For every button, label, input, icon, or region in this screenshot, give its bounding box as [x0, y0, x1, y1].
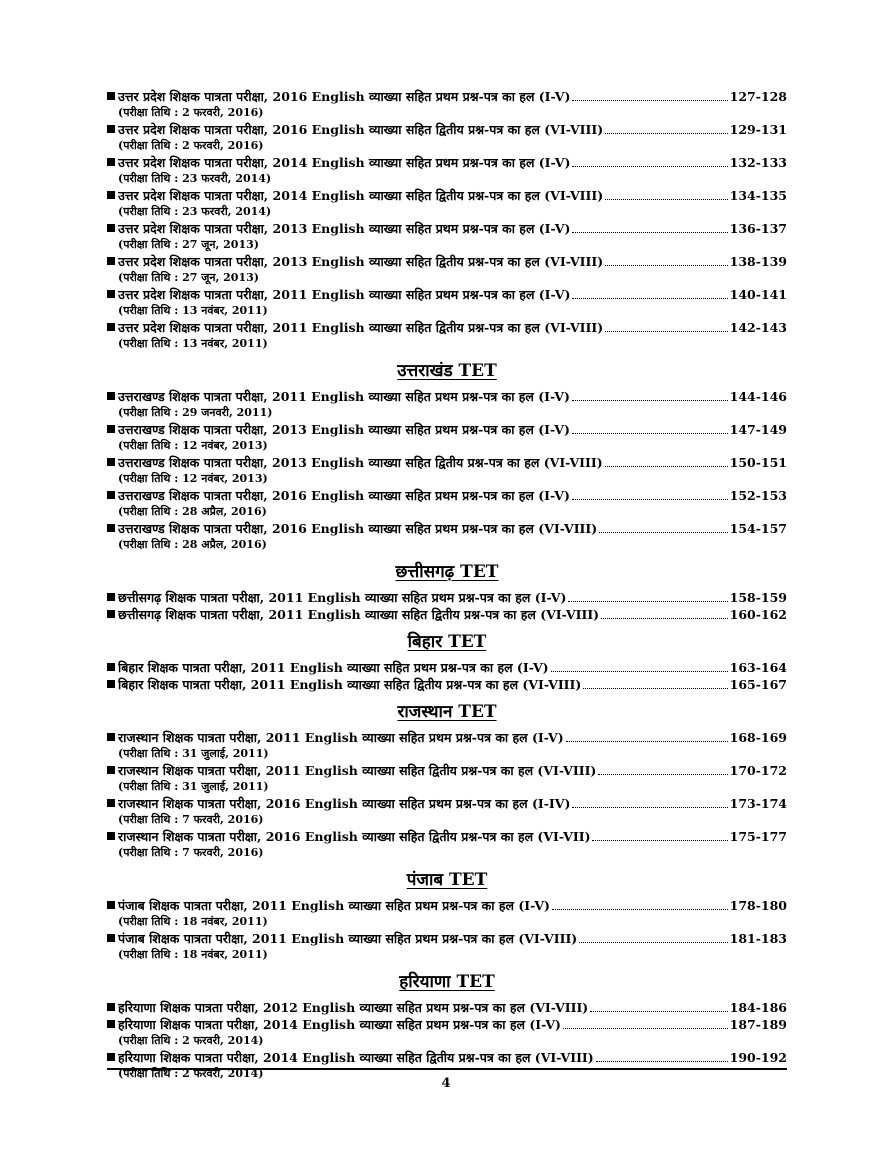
dot-leader: [566, 741, 728, 742]
toc-entry-line: [107, 676, 787, 693]
toc-entry-pages: 147-149: [729, 422, 787, 437]
toc-entry-line: [107, 520, 787, 537]
toc-entry-line: [107, 121, 787, 138]
toc-entry-title: राजस्थान शिक्षक पात्रता परीक्षा, 2011 English व्याख्या सहित द्वितीय प्रश्न-पत्र का हल (VI-VIII): [118, 763, 597, 778]
dot-leader: [551, 671, 728, 672]
section-heading: [107, 559, 787, 585]
dot-leader: [592, 840, 727, 841]
toc-entry-pages: 138-139: [729, 254, 787, 269]
square-bullet-icon: [107, 1020, 115, 1028]
dot-leader: [572, 166, 727, 167]
section-heading: [107, 629, 787, 655]
toc-entry: [107, 121, 787, 154]
toc-entry-title: उत्तराखण्ड शिक्षक पात्रता परीक्षा, 2013 English व्याख्या सहित प्रथम प्रश्न-पत्र का हल (I-V): [118, 422, 570, 437]
section-heading-text: हरियाणा TET: [399, 972, 495, 992]
toc-entry-pages: 181-183: [729, 931, 787, 946]
table-of-contents: [107, 88, 787, 1082]
exam-date: (परीक्षा तिथि : 31 जुलाई, 2011): [118, 780, 269, 793]
square-bullet-icon: [107, 610, 115, 618]
toc-entry-pages: 129-131: [729, 122, 787, 137]
section-heading: [107, 699, 787, 725]
square-bullet-icon: [107, 392, 115, 400]
toc-entry-pages: 136-137: [729, 221, 787, 236]
toc-entry: [107, 220, 787, 253]
toc-entry-pages: 140-141: [729, 287, 787, 302]
toc-entry-title: उत्तर प्रदेश शिक्षक पात्रता परीक्षा, 2011 English व्याख्या सहित द्वितीय प्रश्न-पत्र का हल (VI-VIII): [118, 320, 604, 335]
toc-entry-line: [107, 828, 787, 845]
toc-entry-line: [107, 220, 787, 237]
toc-entry: [107, 606, 787, 623]
toc-entry-line: [107, 999, 787, 1016]
section-heading-text: छत्तीसगढ़ TET: [395, 562, 499, 582]
toc-entry-line: [107, 589, 787, 606]
dot-leader: [568, 601, 727, 602]
toc-entry: [107, 286, 787, 319]
exam-date: (परीक्षा तिथि : 12 नवंबर, 2013): [118, 472, 268, 485]
dot-leader: [598, 774, 727, 775]
toc-entry-title: उत्तराखण्ड शिक्षक पात्रता परीक्षा, 2016 English व्याख्या सहित प्रथम प्रश्न-पत्र का हल (VI-VIII): [118, 521, 598, 536]
toc-entry-line: [107, 1016, 787, 1033]
exam-date: (परीक्षा तिथि : 7 फरवरी, 2016): [118, 846, 264, 859]
toc-entry-title: उत्तर प्रदेश शिक्षक पात्रता परीक्षा, 2014 English व्याख्या सहित द्वितीय प्रश्न-पत्र का हल (VI-VIII): [118, 188, 604, 203]
toc-entry-pages: 152-153: [729, 488, 787, 503]
square-bullet-icon: [107, 1053, 115, 1061]
exam-date: (परीक्षा तिथि : 28 अप्रैल, 2016): [118, 505, 267, 518]
square-bullet-icon: [107, 663, 115, 671]
toc-entry-pages: 154-157: [729, 521, 787, 536]
square-bullet-icon: [107, 524, 115, 532]
toc-entry-line: [107, 253, 787, 270]
dot-leader: [596, 1061, 728, 1062]
exam-date: (परीक्षा तिथि : 7 फरवरी, 2016): [118, 813, 264, 826]
square-bullet-icon: [107, 224, 115, 232]
toc-entry-title: उत्तर प्रदेश शिक्षक पात्रता परीक्षा, 2011 English व्याख्या सहित प्रथम प्रश्न-पत्र का हल (I-V): [118, 287, 571, 302]
toc-entry-line: [107, 659, 787, 676]
toc-entry-title: राजस्थान शिक्षक पात्रता परीक्षा, 2016 English व्याख्या सहित प्रथम प्रश्न-पत्र का हल (I-IV): [118, 796, 571, 811]
square-bullet-icon: [107, 766, 115, 774]
section-heading: [107, 358, 787, 384]
toc-entry: [107, 795, 787, 828]
toc-entry: [107, 187, 787, 220]
toc-entry: [107, 828, 787, 861]
dot-leader: [572, 433, 728, 434]
toc-entry: [107, 1016, 787, 1049]
toc-entry-pages: 150-151: [729, 455, 787, 470]
square-bullet-icon: [107, 901, 115, 909]
toc-entry-pages: 134-135: [729, 188, 787, 203]
toc-entry-title: हरियाणा शिक्षक पात्रता परीक्षा, 2014 English व्याख्या सहित द्वितीय प्रश्न-पत्र का हल (VI-VIII): [118, 1050, 594, 1065]
toc-entry-title: हरियाणा शिक्षक पात्रता परीक्षा, 2014 English व्याख्या सहित प्रथम प्रश्न-पत्र का हल (I-V): [118, 1017, 561, 1032]
toc-entry-pages: 173-174: [729, 796, 787, 811]
toc-entry-title: छत्तीसगढ़ शिक्षक पात्रता परीक्षा, 2011 English व्याख्या सहित द्वितीय प्रश्न-पत्र का हल (VI-VIII): [118, 607, 600, 622]
toc-entry-line: [107, 729, 787, 746]
dot-leader: [605, 199, 727, 200]
toc-entry-title: उत्तर प्रदेश शिक्षक पात्रता परीक्षा, 2016 English व्याख्या सहित द्वितीय प्रश्न-पत्र का हल (VI-VIII): [118, 122, 604, 137]
dot-leader: [572, 100, 727, 101]
toc-entry-title: राजस्थान शिक्षक पात्रता परीक्षा, 2011 English व्याख्या सहित प्रथम प्रश्न-पत्र का हल (I-V): [118, 730, 564, 745]
section-heading: [107, 969, 787, 995]
square-bullet-icon: [107, 934, 115, 942]
toc-entry-line: [107, 606, 787, 623]
exam-date: (परीक्षा तिथि : 2 फरवरी, 2014): [118, 1067, 264, 1080]
dot-leader: [605, 265, 727, 266]
toc-entry-pages: 160-162: [729, 607, 787, 622]
toc-entry-line: [107, 454, 787, 471]
exam-date: (परीक्षा तिथि : 27 जून, 2013): [118, 271, 259, 284]
toc-entry-line: [107, 154, 787, 171]
toc-entry-line: [107, 388, 787, 405]
dot-leader: [605, 331, 727, 332]
toc-entry: [107, 154, 787, 187]
toc-entry-title: उत्तर प्रदेश शिक्षक पात्रता परीक्षा, 2014 English व्याख्या सहित प्रथम प्रश्न-पत्र का हल (I-V): [118, 155, 571, 170]
dot-leader: [601, 618, 728, 619]
dot-leader: [572, 232, 727, 233]
toc-entry-line: [107, 187, 787, 204]
square-bullet-icon: [107, 491, 115, 499]
exam-date: (परीक्षा तिथि : 13 नवंबर, 2011): [118, 304, 268, 317]
toc-entry-pages: 184-186: [729, 1000, 787, 1015]
dot-leader: [572, 499, 728, 500]
toc-entry: [107, 319, 787, 352]
toc-entry-title: बिहार शिक्षक पात्रता परीक्षा, 2011 English व्याख्या सहित द्वितीय प्रश्न-पत्र का हल (VI-VIII): [118, 677, 582, 692]
dot-leader: [583, 688, 727, 689]
toc-entry: [107, 762, 787, 795]
page-number: 4: [441, 1076, 451, 1091]
toc-entry-pages: 163-164: [729, 660, 787, 675]
toc-entry-pages: 127-128: [729, 89, 787, 104]
exam-date: (परीक्षा तिथि : 31 जुलाई, 2011): [118, 747, 269, 760]
footer-divider: [107, 1068, 787, 1070]
toc-entry-title: उत्तराखण्ड शिक्षक पात्रता परीक्षा, 2013 English व्याख्या सहित द्वितीय प्रश्न-पत्र का हल (VI-VIII): [118, 455, 603, 470]
toc-entry-pages: 165-167: [729, 677, 787, 692]
dot-leader: [563, 1028, 728, 1029]
toc-entry-pages: 158-159: [729, 590, 787, 605]
dot-leader: [572, 807, 727, 808]
toc-entry-title: उत्तराखण्ड शिक्षक पात्रता परीक्षा, 2016 English व्याख्या सहित प्रथम प्रश्न-पत्र का हल (I-V): [118, 488, 570, 503]
section-heading-text: बिहार TET: [407, 632, 487, 652]
toc-entry-title: उत्तराखण्ड शिक्षक पात्रता परीक्षा, 2011 English व्याख्या सहित प्रथम प्रश्न-पत्र का हल (I-V): [118, 389, 570, 404]
square-bullet-icon: [107, 125, 115, 133]
toc-entry: [107, 253, 787, 286]
section-heading-text: राजस्थान TET: [397, 702, 497, 722]
toc-entry-pages: 132-133: [729, 155, 787, 170]
dot-leader: [572, 400, 728, 401]
toc-entry: [107, 454, 787, 487]
section-heading-text: पंजाब TET: [406, 870, 488, 890]
toc-entry-line: [107, 762, 787, 779]
toc-entry-line: [107, 319, 787, 336]
square-bullet-icon: [107, 680, 115, 688]
square-bullet-icon: [107, 257, 115, 265]
toc-entry-pages: 168-169: [729, 730, 787, 745]
toc-entry: [107, 421, 787, 454]
toc-entry-line: [107, 286, 787, 303]
toc-entry: [107, 897, 787, 930]
toc-entry-pages: 175-177: [729, 829, 787, 844]
dot-leader: [552, 909, 728, 910]
toc-entry-title: उत्तर प्रदेश शिक्षक पात्रता परीक्षा, 2013 English व्याख्या सहित प्रथम प्रश्न-पत्र का हल (I-V): [118, 221, 571, 236]
toc-entry-pages: 178-180: [729, 898, 787, 913]
toc-entry: [107, 676, 787, 693]
section-heading-text: उत्तराखंड TET: [397, 361, 497, 381]
square-bullet-icon: [107, 191, 115, 199]
toc-entry: [107, 88, 787, 121]
exam-date: (परीक्षा तिथि : 29 जनवरी, 2011): [118, 406, 273, 419]
exam-date: (परीक्षा तिथि : 13 नवंबर, 2011): [118, 337, 268, 350]
square-bullet-icon: [107, 593, 115, 601]
exam-date: (परीक्षा तिथि : 28 अप्रैल, 2016): [118, 538, 267, 551]
toc-entry: [107, 487, 787, 520]
square-bullet-icon: [107, 425, 115, 433]
toc-entry: [107, 729, 787, 762]
exam-date: (परीक्षा तिथि : 18 नवंबर, 2011): [118, 948, 268, 961]
toc-entry-pages: 144-146: [729, 389, 787, 404]
exam-date: (परीक्षा तिथि : 2 फरवरी, 2014): [118, 1034, 264, 1047]
square-bullet-icon: [107, 1003, 115, 1011]
square-bullet-icon: [107, 158, 115, 166]
toc-entry-title: छत्तीसगढ़ शिक्षक पात्रता परीक्षा, 2011 English व्याख्या सहित प्रथम प्रश्न-पत्र का हल (I-V): [118, 590, 567, 605]
square-bullet-icon: [107, 458, 115, 466]
square-bullet-icon: [107, 290, 115, 298]
square-bullet-icon: [107, 733, 115, 741]
toc-entry-title: पंजाब शिक्षक पात्रता परीक्षा, 2011 English व्याख्या सहित प्रथम प्रश्न-पत्र का हल (VI-VIII): [118, 931, 578, 946]
toc-entry-pages: 142-143: [729, 320, 787, 335]
square-bullet-icon: [107, 832, 115, 840]
exam-date: (परीक्षा तिथि : 23 फरवरी, 2014): [118, 205, 272, 218]
toc-entry-line: [107, 897, 787, 914]
toc-entry-line: [107, 1049, 787, 1066]
toc-entry-line: [107, 88, 787, 105]
section-heading: [107, 867, 787, 893]
toc-entry: [107, 999, 787, 1016]
toc-entry-line: [107, 795, 787, 812]
toc-entry-title: पंजाब शिक्षक पात्रता परीक्षा, 2011 English व्याख्या सहित प्रथम प्रश्न-पत्र का हल (I-V): [118, 898, 550, 913]
exam-date: (परीक्षा तिथि : 18 नवंबर, 2011): [118, 915, 268, 928]
toc-entry-title: हरियाणा शिक्षक पात्रता परीक्षा, 2012 English व्याख्या सहित प्रथम प्रश्न-पत्र का हल (VI-VIII): [118, 1000, 589, 1015]
toc-entry-title: बिहार शिक्षक पात्रता परीक्षा, 2011 English व्याख्या सहित प्रथम प्रश्न-पत्र का हल (I-V): [118, 660, 549, 675]
toc-entry: [107, 520, 787, 553]
toc-entry-title: उत्तर प्रदेश शिक्षक पात्रता परीक्षा, 2013 English व्याख्या सहित द्वितीय प्रश्न-पत्र का हल (VI-VIII): [118, 254, 604, 269]
dot-leader: [605, 466, 728, 467]
toc-entry-pages: 170-172: [729, 763, 787, 778]
toc-entry: [107, 388, 787, 421]
toc-entry-line: [107, 930, 787, 947]
exam-date: (परीक्षा तिथि : 2 फरवरी, 2016): [118, 139, 264, 152]
dot-leader: [599, 532, 727, 533]
exam-date: (परीक्षा तिथि : 2 फरवरी, 2016): [118, 106, 264, 119]
toc-entry-title: राजस्थान शिक्षक पात्रता परीक्षा, 2016 English व्याख्या सहित द्वितीय प्रश्न-पत्र का हल (VI-VII): [118, 829, 591, 844]
exam-date: (परीक्षा तिथि : 12 नवंबर, 2013): [118, 439, 268, 452]
square-bullet-icon: [107, 323, 115, 331]
exam-date: (परीक्षा तिथि : 27 जून, 2013): [118, 238, 259, 251]
toc-entry-line: [107, 421, 787, 438]
dot-leader: [572, 298, 727, 299]
toc-entry-title: उत्तर प्रदेश शिक्षक पात्रता परीक्षा, 2016 English व्याख्या सहित प्रथम प्रश्न-पत्र का हल (I-V): [118, 89, 571, 104]
toc-entry: [107, 930, 787, 963]
toc-entry: [107, 589, 787, 606]
toc-entry-line: [107, 487, 787, 504]
toc-entry-pages: 190-192: [729, 1050, 787, 1065]
square-bullet-icon: [107, 799, 115, 807]
square-bullet-icon: [107, 92, 115, 100]
dot-leader: [590, 1011, 727, 1012]
toc-entry: [107, 659, 787, 676]
dot-leader: [605, 133, 727, 134]
dot-leader: [579, 942, 727, 943]
exam-date: (परीक्षा तिथि : 23 फरवरी, 2014): [118, 172, 272, 185]
toc-entry-pages: 187-189: [729, 1017, 787, 1032]
